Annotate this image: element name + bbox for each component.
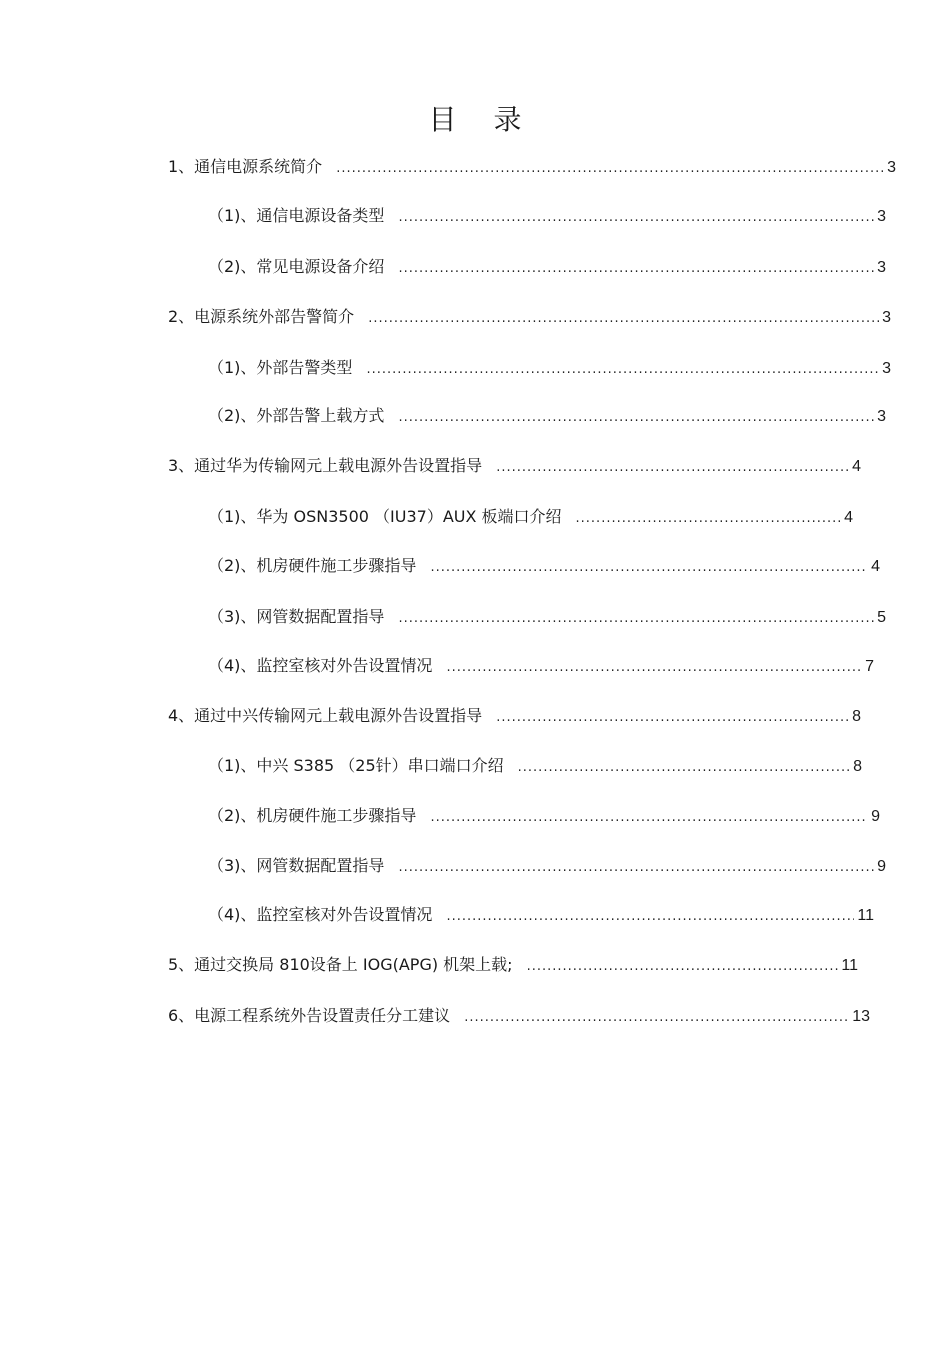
toc-entry-page: 8 — [852, 708, 861, 725]
dot-leader — [518, 756, 850, 780]
toc-entry[interactable] — [208, 754, 862, 778]
toc-entry-page: 3 — [882, 360, 891, 377]
toc-entry-page: 3 — [882, 309, 891, 326]
dot-leader — [446, 656, 862, 680]
toc-entry[interactable] — [168, 305, 891, 329]
toc-entry[interactable] — [168, 1004, 870, 1028]
dot-leader — [446, 905, 854, 929]
toc-entry[interactable] — [208, 654, 874, 678]
toc-entry[interactable] — [208, 356, 891, 380]
dot-leader — [576, 507, 842, 531]
toc-entry[interactable] — [208, 804, 880, 828]
toc-entry[interactable] — [208, 505, 853, 529]
toc-entry-page: 13 — [852, 1008, 870, 1025]
toc-entry-label: 5、通过交换局 810设备上 IOG(APG) 机架上载; — [168, 955, 513, 974]
toc-entry-label: （4)、监控室核对外告设置情况 — [208, 656, 433, 675]
toc-entry-page: 3 — [877, 408, 886, 425]
toc-entry-label: 2、电源系统外部告警简介 — [168, 307, 355, 326]
toc-entry-label: （2)、外部告警上载方式 — [208, 406, 385, 425]
toc-entry-label: （1)、通信电源设备类型 — [208, 206, 385, 225]
toc-entry-label: （3)、网管数据配置指导 — [208, 856, 385, 875]
toc-entry-page: 3 — [887, 159, 896, 176]
dot-leader — [398, 257, 874, 281]
toc-entry-page: 4 — [844, 509, 853, 526]
toc-entry[interactable] — [208, 204, 886, 228]
toc-entry-label: （1)、中兴 S385 （25针）串口端口介绍 — [208, 756, 504, 775]
toc-entry[interactable] — [208, 554, 880, 578]
toc-entry[interactable] — [208, 903, 874, 927]
toc-entry-label: （2)、常见电源设备介绍 — [208, 257, 385, 276]
toc-entry-label: 1、通信电源系统简介 — [168, 157, 323, 176]
toc-entry[interactable] — [208, 854, 886, 878]
toc-entry[interactable] — [168, 155, 896, 179]
dot-leader — [398, 607, 874, 631]
toc-entry-page: 8 — [853, 758, 862, 775]
dot-leader — [366, 358, 879, 382]
dot-leader — [430, 556, 868, 580]
dot-leader — [527, 955, 839, 979]
toc-entry-page: 4 — [871, 558, 880, 575]
toc-entry[interactable] — [168, 704, 861, 728]
toc-entry-page: 11 — [857, 907, 874, 924]
toc-entry-page: 3 — [877, 208, 886, 225]
toc-entry[interactable] — [208, 605, 886, 629]
toc-entry-page: 7 — [865, 658, 874, 675]
toc-entry-label: 4、通过中兴传输网元上载电源外告设置指导 — [168, 706, 483, 725]
dot-leader — [368, 307, 879, 331]
toc-entry-label: （4)、监控室核对外告设置情况 — [208, 905, 433, 924]
toc-entry-page: 3 — [877, 259, 886, 276]
toc-entry-page: 5 — [877, 609, 886, 626]
dot-leader — [496, 706, 849, 730]
toc-title: 目 录 — [428, 103, 536, 136]
toc-entry-label: （1)、华为 OSN3500 （IU37）AUX 板端口介绍 — [208, 507, 562, 526]
dot-leader — [398, 206, 874, 230]
toc-entry-label: 6、电源工程系统外告设置责任分工建议 — [168, 1006, 451, 1025]
toc-entry-page: 9 — [877, 858, 886, 875]
toc-entry-label: （2)、机房硬件施工步骤指导 — [208, 806, 417, 825]
toc-entry[interactable] — [208, 404, 886, 428]
toc-entry[interactable] — [208, 255, 886, 279]
dot-leader — [336, 157, 884, 181]
toc-entry-page: 9 — [871, 808, 880, 825]
toc-entry-label: （1)、外部告警类型 — [208, 358, 353, 377]
toc-entry-page: 4 — [852, 458, 861, 475]
dot-leader — [430, 806, 868, 830]
dot-leader — [398, 406, 874, 430]
toc-entry-label: 3、通过华为传输网元上载电源外告设置指导 — [168, 456, 483, 475]
toc-entry-page: 11 — [841, 957, 858, 974]
toc-entry[interactable] — [168, 454, 861, 478]
dot-leader — [398, 856, 874, 880]
toc-entry-label: （3)、网管数据配置指导 — [208, 607, 385, 626]
toc-entry-label: （2)、机房硬件施工步骤指导 — [208, 556, 417, 575]
dot-leader — [464, 1006, 849, 1030]
toc-entry[interactable] — [168, 953, 858, 977]
dot-leader — [496, 456, 849, 480]
